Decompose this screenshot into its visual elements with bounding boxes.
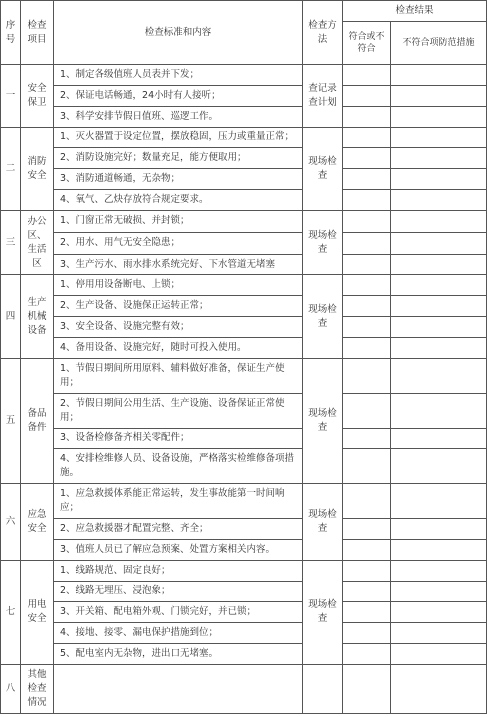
check-item: 2、节假日期间公用生活、生产设施、设备保证正常使用； xyxy=(54,393,303,428)
table-row xyxy=(1,560,487,581)
check-item: 2、生产设备、设施保正运转正常； xyxy=(54,296,303,317)
result-conform-cell[interactable] xyxy=(343,337,391,358)
section-method: 现场检查 xyxy=(303,127,343,210)
table-row xyxy=(1,449,487,484)
check-item: 4、备用设备、设施完好，随时可投入使用。 xyxy=(54,337,303,358)
header-nonconform: 不符合项防范措施 xyxy=(391,22,487,65)
result-measure-cell[interactable] xyxy=(391,85,487,106)
section-project: 安全保卫 xyxy=(21,65,54,128)
result-conform-cell[interactable] xyxy=(343,127,391,148)
result-conform-cell[interactable] xyxy=(343,623,391,644)
result-measure-cell[interactable] xyxy=(391,296,487,317)
result-measure-cell[interactable] xyxy=(391,317,487,338)
result-conform-cell[interactable] xyxy=(343,664,391,713)
check-item: 3、开关箱、配电箱外观、门锁完好，并已锁； xyxy=(54,602,303,623)
section-seq: 三 xyxy=(1,210,21,275)
table-row xyxy=(1,65,487,86)
result-measure-cell[interactable] xyxy=(391,581,487,602)
section-project: 生产机械设备 xyxy=(21,275,54,358)
table-row xyxy=(1,393,487,428)
section-seq: 二 xyxy=(1,127,21,210)
result-conform-cell[interactable] xyxy=(343,317,391,338)
table-row xyxy=(1,169,487,190)
result-measure-cell[interactable] xyxy=(391,169,487,190)
table-row xyxy=(1,358,487,393)
result-measure-cell[interactable] xyxy=(391,106,487,127)
check-item: 2、保证电话畅通，24小时有人接听； xyxy=(54,85,303,106)
result-conform-cell[interactable] xyxy=(343,210,391,232)
check-item: 3、生产污水、雨水排水系统完好、下水管道无堵塞 xyxy=(54,254,303,275)
section-seq: 一 xyxy=(1,65,21,128)
table-row xyxy=(1,484,487,519)
table-row xyxy=(1,337,487,358)
section-seq: 四 xyxy=(1,275,21,358)
result-measure-cell[interactable] xyxy=(391,644,487,665)
result-conform-cell[interactable] xyxy=(343,539,391,560)
result-measure-cell[interactable] xyxy=(391,358,487,393)
header-method: 检查方法 xyxy=(303,1,343,65)
table-row xyxy=(1,190,487,211)
result-conform-cell[interactable] xyxy=(343,519,391,540)
header-standard: 检查标准和内容 xyxy=(54,1,303,65)
check-item: 4、安排检维修人员、设备设施，严格落实检维修备项措施。 xyxy=(54,449,303,484)
table-row xyxy=(1,254,487,275)
result-measure-cell[interactable] xyxy=(391,65,487,86)
header-conform: 符合或不符合 xyxy=(343,22,391,65)
check-item: 2、用水、用气无安全隐患； xyxy=(54,232,303,254)
result-conform-cell[interactable] xyxy=(343,602,391,623)
section-project: 消防安全 xyxy=(21,127,54,210)
result-conform-cell[interactable] xyxy=(343,428,391,449)
section-project: 备品备件 xyxy=(21,358,54,483)
table-row xyxy=(1,428,487,449)
section-project: 办公区、生活区 xyxy=(21,210,54,275)
section-method xyxy=(303,664,343,713)
result-measure-cell[interactable] xyxy=(391,127,487,148)
section-method: 查记录查计划 xyxy=(303,65,343,128)
result-conform-cell[interactable] xyxy=(343,169,391,190)
result-conform-cell[interactable] xyxy=(343,275,391,296)
header-seq: 序号 xyxy=(1,1,21,65)
result-conform-cell[interactable] xyxy=(343,65,391,86)
result-measure-cell[interactable] xyxy=(391,623,487,644)
section-method: 现场检查 xyxy=(303,275,343,358)
header-project: 检查项目 xyxy=(21,1,54,65)
section-project: 其他检查情况 xyxy=(21,664,54,713)
result-measure-cell[interactable] xyxy=(391,190,487,211)
result-conform-cell[interactable] xyxy=(343,358,391,393)
check-item xyxy=(54,664,303,713)
table-row xyxy=(1,317,487,338)
check-item: 3、设备检修备齐相关零配件； xyxy=(54,428,303,449)
section-seq: 八 xyxy=(1,664,21,713)
result-conform-cell[interactable] xyxy=(343,148,391,169)
result-conform-cell[interactable] xyxy=(343,644,391,665)
table-row xyxy=(1,127,487,148)
check-item: 3、安全设备、设施完整有效； xyxy=(54,317,303,338)
check-item: 1、制定各级值班人员表并下发； xyxy=(54,65,303,86)
result-conform-cell[interactable] xyxy=(343,190,391,211)
check-item: 1、应急救援体系能正常运转，发生事故能第一时间响应； xyxy=(54,484,303,519)
section-seq: 六 xyxy=(1,484,21,561)
section-project: 应急安全 xyxy=(21,484,54,561)
section-method: 现场检查 xyxy=(303,484,343,561)
result-conform-cell[interactable] xyxy=(343,560,391,581)
table-row xyxy=(1,664,487,713)
table-row xyxy=(1,539,487,560)
check-item: 1、节假日期间所用原料、辅料做好准备，保证生产使用； xyxy=(54,358,303,393)
result-conform-cell[interactable] xyxy=(343,449,391,484)
header-result: 检查结果 xyxy=(343,1,487,22)
table-row xyxy=(1,85,487,106)
section-seq: 五 xyxy=(1,358,21,483)
check-item: 4、接地、接零、漏电保护措施到位； xyxy=(54,623,303,644)
table-row xyxy=(1,106,487,127)
result-measure-cell[interactable] xyxy=(391,539,487,560)
section-project: 用电安全 xyxy=(21,560,54,664)
result-measure-cell[interactable] xyxy=(391,254,487,275)
table-row xyxy=(1,519,487,540)
result-measure-cell[interactable] xyxy=(391,560,487,581)
result-conform-cell[interactable] xyxy=(343,393,391,428)
result-conform-cell[interactable] xyxy=(343,581,391,602)
result-conform-cell[interactable] xyxy=(343,296,391,317)
result-measure-cell[interactable] xyxy=(391,232,487,254)
table-row xyxy=(1,581,487,602)
result-measure-cell[interactable] xyxy=(391,484,487,519)
check-item: 2、消防设施完好；数量充足，能方便取用； xyxy=(54,148,303,169)
result-conform-cell[interactable] xyxy=(343,484,391,519)
check-item: 1、灭火器置于设定位置，摆放稳固，压力或重量正常； xyxy=(54,127,303,148)
table-row xyxy=(1,602,487,623)
table-row xyxy=(1,210,487,232)
check-item: 1、线路规范、固定良好； xyxy=(54,560,303,581)
check-item: 3、科学安排节假日值班、巡逻工作。 xyxy=(54,106,303,127)
result-measure-cell[interactable] xyxy=(391,275,487,296)
section-seq: 七 xyxy=(1,560,21,664)
check-item: 2、线路无埋压、浸泡象； xyxy=(54,581,303,602)
check-item: 2、应急救援器才配置完整、齐全； xyxy=(54,519,303,540)
result-measure-cell[interactable] xyxy=(391,519,487,540)
result-measure-cell[interactable] xyxy=(391,210,487,232)
check-item: 3、消防通道畅通，无杂物； xyxy=(54,169,303,190)
table-row xyxy=(1,232,487,254)
result-measure-cell[interactable] xyxy=(391,602,487,623)
table-row xyxy=(1,644,487,665)
section-method: 现场检查 xyxy=(303,358,343,483)
section-method: 现场检查 xyxy=(303,210,343,275)
check-item: 3、值班人员已了解应急预案、处置方案相关内容。 xyxy=(54,539,303,560)
table-row xyxy=(1,275,487,296)
check-item: 1、停用用设备断电、上锁； xyxy=(54,275,303,296)
check-item: 4、氧气、乙炔存放符合规定要求。 xyxy=(54,190,303,211)
result-measure-cell[interactable] xyxy=(391,428,487,449)
result-conform-cell[interactable] xyxy=(343,85,391,106)
section-method: 现场检查 xyxy=(303,560,343,664)
result-measure-cell[interactable] xyxy=(391,664,487,713)
result-conform-cell[interactable] xyxy=(343,106,391,127)
table-row xyxy=(1,623,487,644)
table-row xyxy=(1,148,487,169)
result-measure-cell[interactable] xyxy=(391,337,487,358)
result-measure-cell[interactable] xyxy=(391,449,487,484)
check-item: 5、配电室内无杂物，进出口无堵塞。 xyxy=(54,644,303,665)
result-conform-cell[interactable] xyxy=(343,254,391,275)
check-item: 1、门窗正常无破损、并封锁； xyxy=(54,210,303,232)
result-measure-cell[interactable] xyxy=(391,148,487,169)
result-measure-cell[interactable] xyxy=(391,393,487,428)
table-row xyxy=(1,296,487,317)
table-body xyxy=(1,65,487,714)
result-conform-cell[interactable] xyxy=(343,232,391,254)
